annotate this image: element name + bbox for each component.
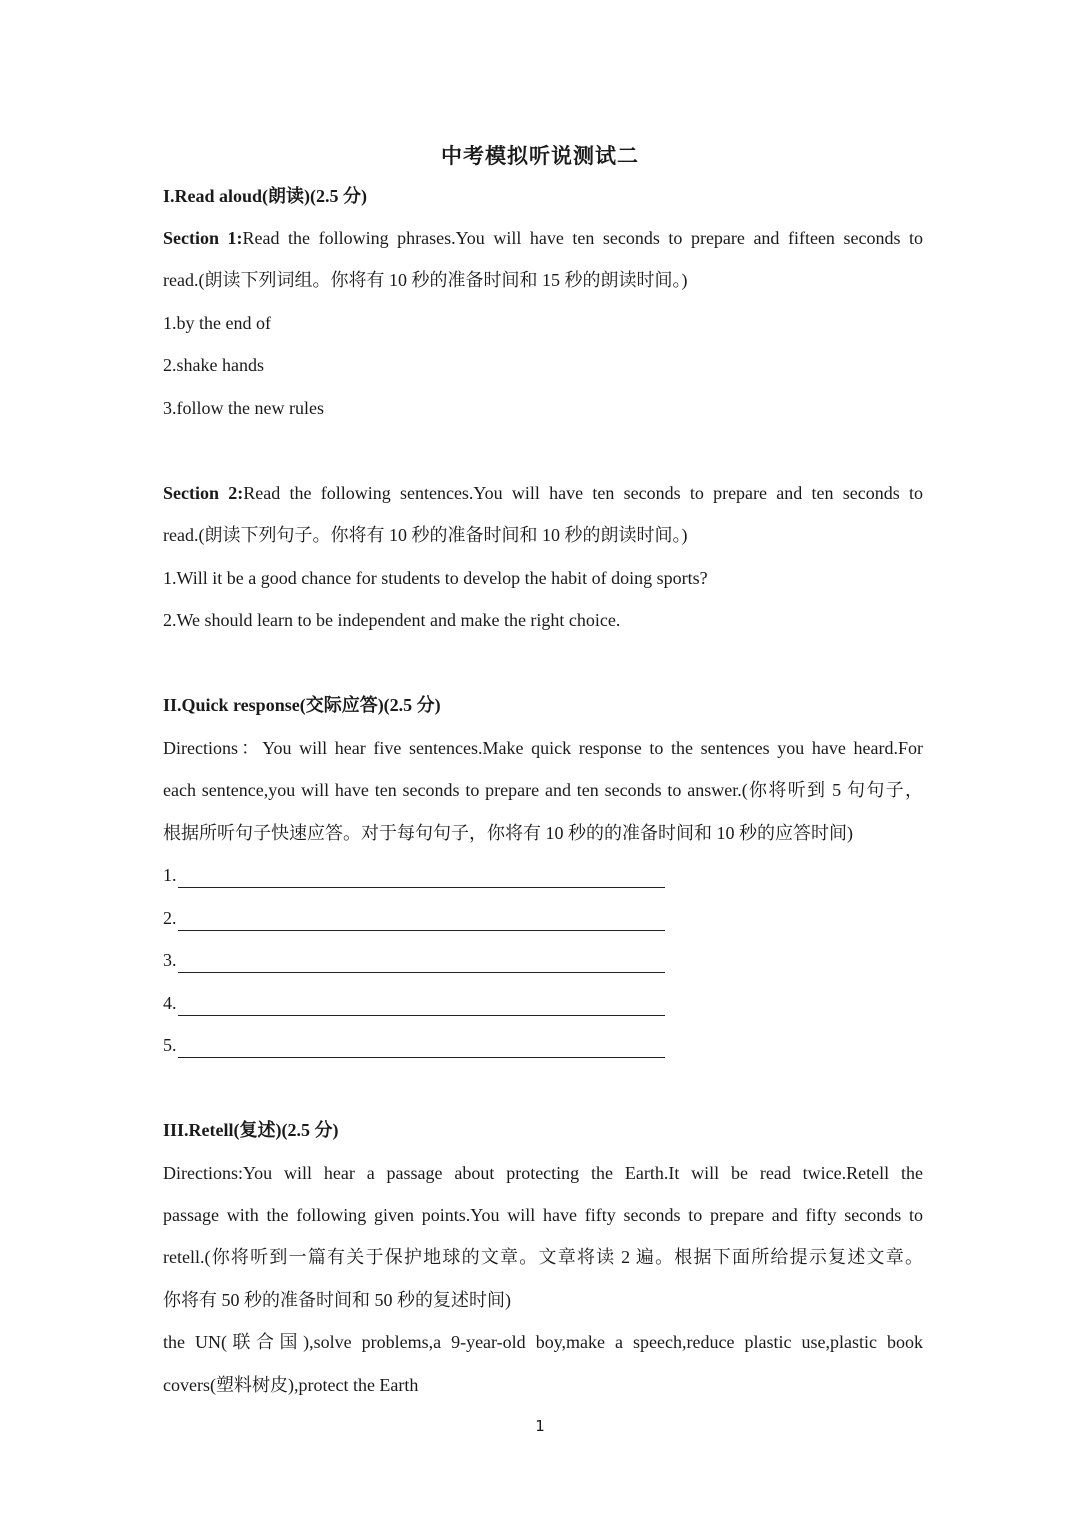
part2-directions-line: each sentence,you will have ten seconds to prepare and ten seconds to answer.(你将听到 5 句句子， (163, 780, 923, 800)
section1-text: Read the following phrases.You will have ten seconds to prepare and fifteen seconds to (242, 228, 923, 248)
part3-directions-line: retell.(你将听到一篇有关于保护地球的文章。文章将读 2 遍。根据下面所给提示复述文章。 (163, 1247, 923, 1267)
part2-directions-line: Directions：You will hear five sentences.Make quick response to the sentences you have heard.For (163, 738, 923, 758)
section1-line2: read.(朗读下列词组。你将有 10 秒的准备时间和 15 秒的朗读时间。) (163, 270, 688, 290)
page-number: 1 (535, 1417, 545, 1435)
sentence-item: 1.Will it be a good chance for students to develop the habit of doing sports? (163, 568, 708, 588)
answer-number: 4. (163, 993, 177, 1013)
sentence-item: 2.We should learn to be independent and make the right choice. (163, 610, 621, 630)
answer-blank-row (163, 862, 665, 888)
part3-directions-line: 你将有 50 秒的准备时间和 50 秒的复述时间) (163, 1290, 511, 1310)
part3-heading: III.Retell(复述)(2.5 分) (163, 1120, 339, 1140)
part2-directions-line: 根据所听句子快速应答。对于每句句子，你将有 10 秒的的准备时间和 10 秒的应答时间) (163, 823, 853, 843)
part2-heading: II.Quick response(交际应答)(2.5 分) (163, 695, 441, 715)
section2-text: Read the following sentences.You will have ten seconds to prepare and ten seconds to (243, 483, 923, 503)
answer-line[interactable] (178, 910, 665, 931)
retell-points-line: covers(塑料树皮),protect the Earth (163, 1375, 419, 1395)
answer-number: 1. (163, 865, 177, 885)
answer-number: 2. (163, 908, 177, 928)
section1-label: Section 1: (163, 228, 243, 248)
part3-directions-line: passage with the following given points.You will have fifty seconds to prepare and fifty seconds to (163, 1205, 923, 1225)
answer-line[interactable] (178, 867, 665, 888)
section2-line2: read.(朗读下列句子。你将有 10 秒的准备时间和 10 秒的朗读时间。) (163, 525, 688, 545)
answer-blank-row (163, 1032, 665, 1058)
part3-directions-line: Directions:You will hear a passage about protecting the Earth.It will be read twice.Retell the (163, 1163, 923, 1183)
answer-line[interactable] (178, 995, 665, 1016)
phrase-item: 2.shake hands (163, 355, 264, 375)
answer-line[interactable] (178, 952, 665, 973)
section1-line1 (163, 225, 923, 251)
answer-blank-row (163, 905, 665, 931)
answer-line[interactable] (178, 1037, 665, 1058)
section2-line1 (163, 480, 923, 506)
page-title: 中考模拟听说测试二 (441, 144, 639, 168)
retell-points-line: the UN(联合国),solve problems,a 9-year-old boy,make a speech,reduce plastic use,plastic book (163, 1332, 923, 1352)
phrase-item: 1.by the end of (163, 313, 271, 333)
section2-label: Section 2: (163, 483, 244, 503)
answer-number: 3. (163, 950, 177, 970)
answer-blank-row (163, 990, 665, 1016)
phrase-item: 3.follow the new rules (163, 398, 324, 418)
answer-number: 5. (163, 1035, 177, 1055)
part1-heading: I.Read aloud(朗读)(2.5 分) (163, 186, 368, 206)
answer-blank-row (163, 947, 665, 973)
